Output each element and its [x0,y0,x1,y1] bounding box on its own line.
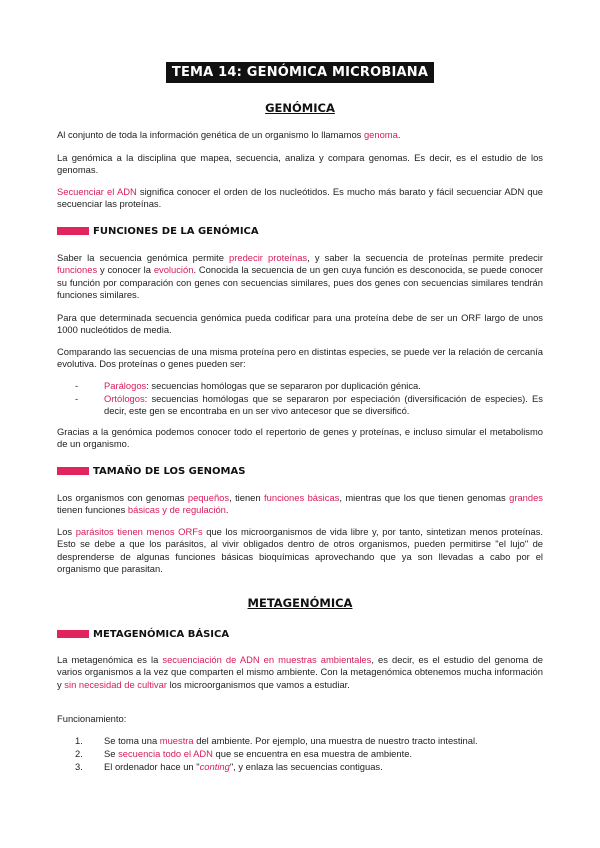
highlight: muestra [159,735,194,746]
text: . [225,504,229,516]
list-marker: - [75,393,79,404]
text: significa conocer el orden de los nucleótidos. Es mucho más barato y fácil secuenciar ADN que secuenciar las proteínas. [57,186,543,210]
section-heading-metagenomica [0,596,600,610]
text: . [397,129,401,140]
highlight: evolución [153,264,194,276]
highlight: secuencia todo el ADN [118,748,213,759]
paragraph-genoma [57,129,543,141]
title-wrap [0,62,600,83]
list-item-step-1 [57,735,543,747]
paragraph-orf: Para que determinada secuencia genómica pueda codificar para una proteína debe de ser un ORF largo de unos 1000 nucleótidos de media. [57,312,543,336]
list-item-paralogos [57,380,543,392]
list-item-ortologos [57,393,543,418]
paragraph-secuenciar [57,186,543,211]
highlight: básicas y de regulación [127,504,226,516]
highlight: secuenciación de ADN en muestras ambientales [162,654,372,665]
text: : secuencias homólogas que se separaron por duplicación génica. [146,380,421,391]
subheading-bar [57,467,89,475]
highlight: grandes [509,492,543,503]
paragraph-gracias: Gracias a la genómica podemos conocer todo el repertorio de genes y proteínas, e incluso simular el metabolismo de un organismo. [57,426,543,450]
paragraph-funcionamiento: Funcionamiento: [57,713,127,724]
subheading-tamano [57,464,245,478]
page-title: TEMA 14: GENÓMICA MICROBIANA [166,62,434,83]
text: Se [104,748,119,759]
paragraph-parasitos [57,526,543,576]
list-marker: 3. [75,761,83,772]
subheading-bar [57,630,89,638]
text: , y saber la secuencia de proteínas permite predecir [307,252,543,263]
subheading-text: FUNCIONES DE LA GENÓMICA [93,225,259,237]
subheading-text: TAMAÑO DE LOS GENOMAS [93,465,246,477]
text: del ambiente. Por ejemplo, una muestra de nuestro tracto intestinal. [193,735,478,746]
text: ", y enlaza las secuencias contiguas. [229,761,383,772]
text: Los [57,526,76,537]
text: los microorganismos que vamos a estudiar. [166,678,350,690]
text: : secuencias homólogas que se separaron por especiación (diversificación de especies). Es decir, este gen se encontraba en un ser vivo antecesor que se diversificó. [104,393,543,417]
subheading-funciones [57,224,259,238]
list-item-step-3 [57,761,543,773]
highlight: sin necesidad de cultivar [64,678,167,690]
text: Saber la secuencia genómica permite [57,252,230,263]
paragraph-metagenomica [57,654,543,691]
subheading-meta-basica [57,627,229,641]
list-marker: 1. [75,735,83,746]
paragraph-funciones [57,252,543,302]
subheading-text: METAGENÓMICA BÁSICA [93,628,230,640]
highlight: Ortólogos [104,393,145,404]
text: . Conocida la secuencia de un gen cuya función es desconocida, se puede conocer su función por comparación con genes con secuencias similares, pues dos genes con secuencias similares tendrán funciones similares. [57,264,543,301]
highlight: pequeños [187,492,230,503]
text: tienen funciones [57,504,128,516]
highlight: funciones básicas [264,492,340,503]
text: , es decir, es el estudio del genoma de varios organismos a la vez que comparten el mismo ambiente. Con la metagenómica obtenemos mucha información y [57,654,544,690]
list-marker: 2. [75,748,83,759]
highlight: genoma [363,129,398,140]
list-item-step-2 [57,748,543,760]
text: que los microorganismos de vida libre y, por tanto, sintetizan menos proteínas. Esto se debe a que los parásitos, al vivir obligados dentro de otros organismos, pueden permitirse "el lujo" de desprenderse de algunas funciones básicas bioquímicas aprovechando que ya son llevadas a cabo por el organismo que parasitan. [57,526,543,575]
section-heading-text: GENÓMICA [265,101,335,115]
highlight: predecir proteínas [229,252,308,263]
highlight: Secuenciar el ADN [57,186,137,197]
text: Al conjunto de toda la información genética de un organismo lo llamamos [57,129,364,140]
text: , tienen [229,492,265,503]
subheading-bar [57,227,89,235]
section-heading-text: METAGENÓMICA [247,596,353,610]
text: Se toma una [104,735,160,746]
highlight: conting [199,761,230,772]
list-marker: - [75,380,79,391]
paragraph-genomica-def: La genómica a la disciplina que mapea, secuencia, analiza y compara genomas. Es decir, es el estudio de los genomas. [57,152,543,176]
section-heading-genomica [0,101,600,115]
text: La metagenómica es la [57,654,163,665]
text: que se encuentra en esa muestra de ambiente. [212,748,413,759]
highlight: funciones [57,264,98,276]
text: El ordenador hace un " [104,761,200,772]
highlight: Parálogos [104,380,147,391]
text: y conocer la [97,264,154,276]
text: Los organismos con genomas [57,492,188,503]
paragraph-comparando: Comparando las secuencias de una misma proteína pero en distintas especies, se puede ver la relación de cercanía evolutiva. Dos proteínas o genes pueden ser: [57,346,543,370]
highlight: parásitos tienen menos ORFs [75,526,203,537]
text: , mientras que los que tienen genomas [339,492,510,503]
paragraph-tamano [57,492,543,517]
